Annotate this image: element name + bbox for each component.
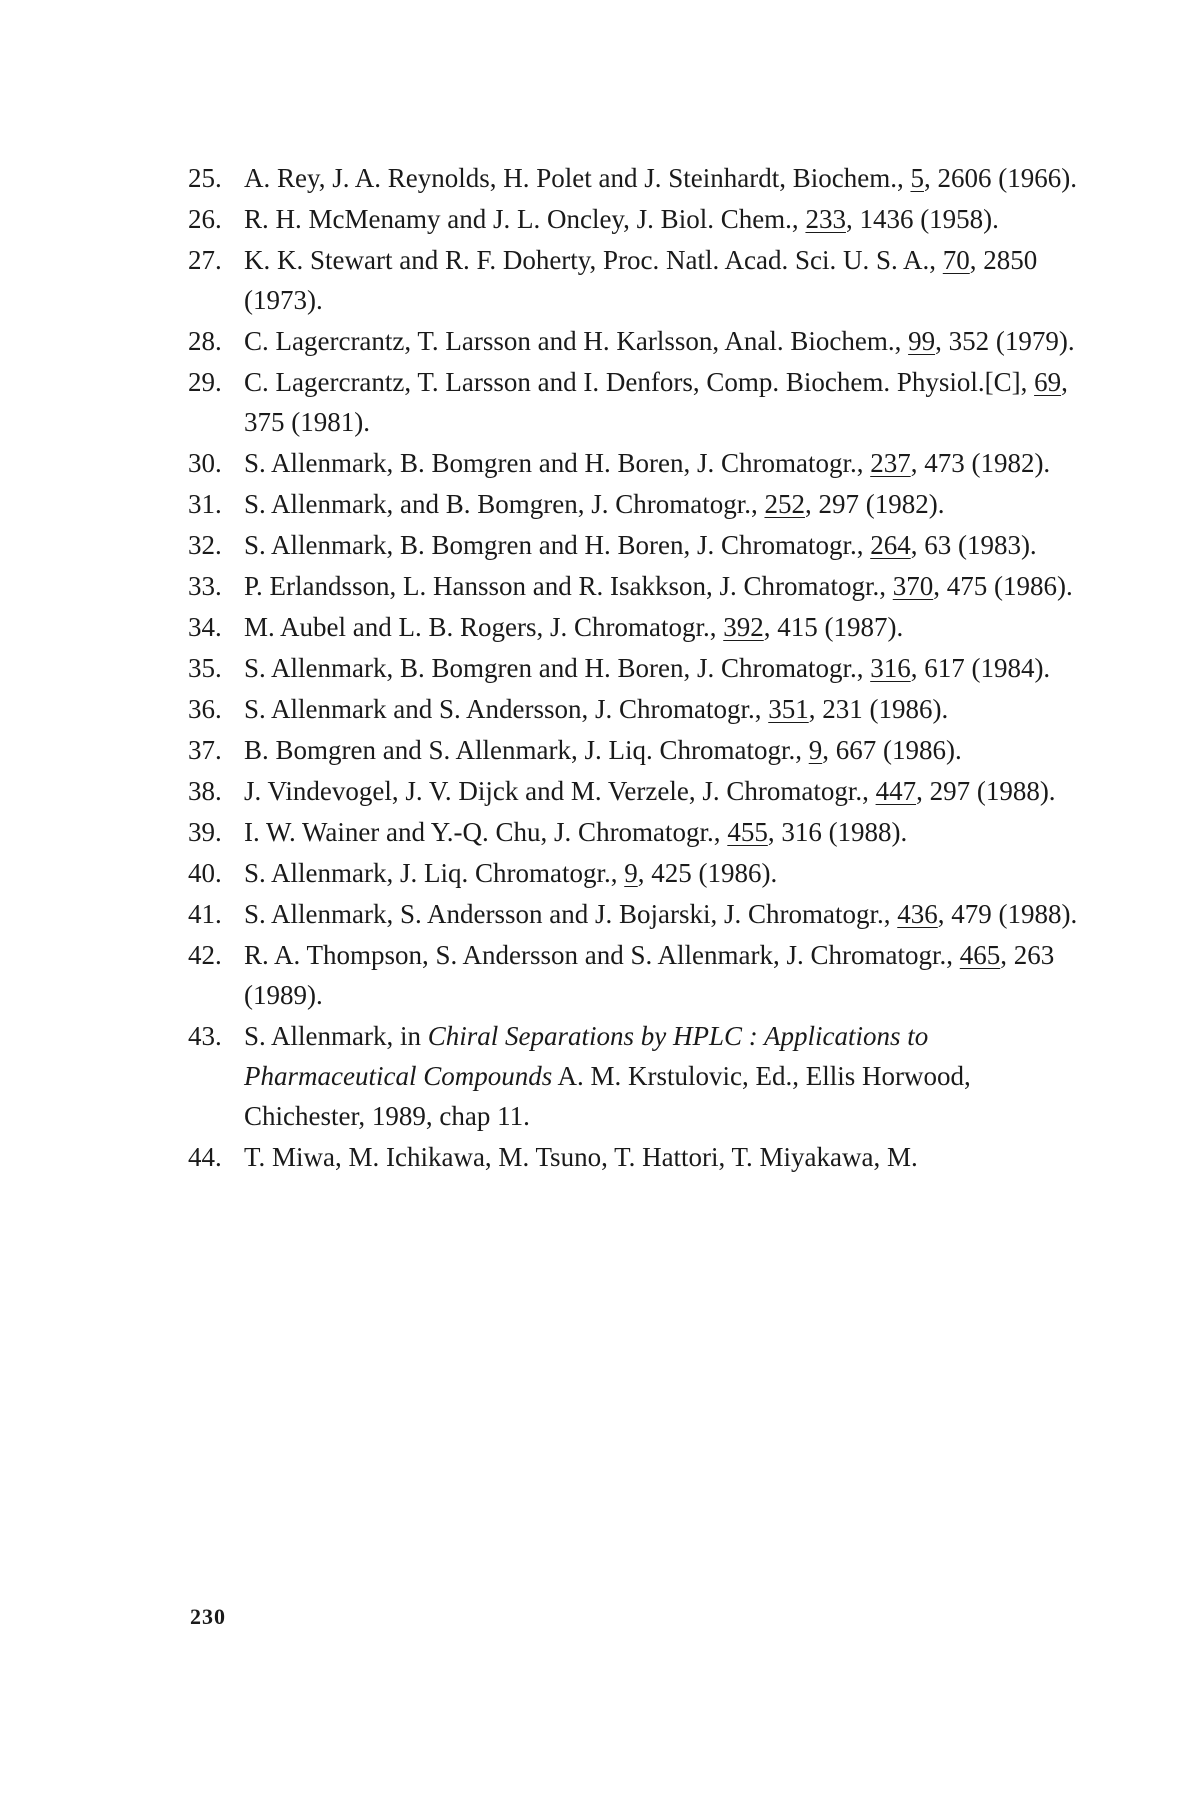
- reference-volume: 233: [805, 204, 846, 234]
- reference-citation: T. Miwa, M. Ichikawa, M. Tsuno, T. Hattori, T. Miyakawa, M.: [244, 1142, 918, 1172]
- reference-citation: S. Allenmark, B. Bomgren and H. Boren, J. Chromatogr.,: [244, 653, 871, 683]
- reference-citation: B. Bomgren and S. Allenmark, J. Liq. Chromatogr.,: [244, 735, 809, 765]
- reference-pages-year: , 1436 (1958).: [845, 204, 999, 234]
- reference-citation: C. Lagercrantz, T. Larsson and H. Karlsson, Anal. Biochem.,: [244, 326, 909, 356]
- reference-book-title: Chiral Separations by HPLC : Applications to Pharmaceutical Compounds: [244, 1021, 929, 1091]
- reference-pages-year: , 475 (1986).: [933, 571, 1073, 601]
- reference-pages-year: , 2850 (1973).: [244, 245, 1038, 315]
- reference-entry: [188, 199, 1088, 239]
- reference-entry: [188, 648, 1088, 688]
- reference-list: [188, 158, 1088, 1178]
- reference-citation: M. Aubel and L. B. Rogers, J. Chromatogr.,: [244, 612, 724, 642]
- reference-entry: [188, 730, 1088, 770]
- reference-number: 27.: [188, 245, 222, 275]
- reference-number: 37.: [188, 735, 222, 765]
- reference-number: 30.: [188, 448, 222, 478]
- reference-volume: 316: [870, 653, 911, 683]
- reference-citation: R. A. Thompson, S. Andersson and S. Allenmark, J. Chromatogr.,: [244, 940, 960, 970]
- reference-pages-year: , 667 (1986).: [822, 735, 962, 765]
- reference-number: 43.: [188, 1021, 222, 1051]
- reference-number: 33.: [188, 571, 222, 601]
- reference-entry: [188, 484, 1088, 524]
- reference-citation: J. Vindevogel, J. V. Dijck and M. Verzele, J. Chromatogr.,: [244, 776, 876, 806]
- reference-entry: [188, 1016, 1088, 1136]
- reference-volume: 99: [908, 326, 936, 356]
- reference-pages-year: , 2606 (1966).: [923, 163, 1077, 193]
- reference-text: [244, 240, 1088, 320]
- reference-entry: [188, 240, 1088, 320]
- reference-number: 26.: [188, 204, 222, 234]
- reference-volume: 237: [870, 448, 911, 478]
- reference-pages-year: , 316 (1988).: [767, 817, 908, 847]
- reference-citation: I. W. Wainer and Y.-Q. Chu, J. Chromatogr.,: [244, 817, 728, 847]
- reference-number: 35.: [188, 653, 222, 683]
- reference-citation: S. Allenmark, B. Bomgren and H. Boren, J. Chromatogr.,: [244, 448, 871, 478]
- reference-text: [244, 525, 1088, 565]
- reference-volume: 69: [1034, 367, 1062, 397]
- reference-pages-year: A. M. Krstulovic, Ed., Ellis Horwood, Chichester, 1989, chap 11.: [244, 1061, 971, 1131]
- reference-citation: C. Lagercrantz, T. Larsson and I. Denfors, Comp. Biochem. Physiol.[C],: [244, 367, 1035, 397]
- reference-number: 29.: [188, 367, 222, 397]
- reference-volume: 436: [897, 899, 938, 929]
- reference-text: [244, 853, 1088, 893]
- reference-text: [244, 1137, 1088, 1177]
- reference-citation: S. Allenmark, S. Andersson and J. Bojarski, J. Chromatogr.,: [244, 899, 898, 929]
- reference-citation: A. Rey, J. A. Reynolds, H. Polet and J. Steinhardt, Biochem.,: [244, 163, 911, 193]
- reference-volume: 9: [808, 735, 823, 765]
- reference-volume: 5: [910, 163, 924, 193]
- reference-number: 31.: [188, 489, 222, 519]
- reference-entry: [188, 689, 1088, 729]
- reference-entry: [188, 443, 1088, 483]
- reference-pages-year: , 425 (1986).: [637, 858, 778, 888]
- reference-pages-year: , 415 (1987).: [763, 612, 904, 642]
- reference-volume: 447: [875, 776, 917, 806]
- reference-number: 28.: [188, 326, 222, 356]
- reference-entry: [188, 1137, 1088, 1177]
- reference-text: [244, 443, 1088, 483]
- reference-pages-year: , 479 (1988).: [937, 899, 1078, 929]
- reference-text: [244, 730, 1088, 770]
- reference-volume: 370: [892, 571, 934, 601]
- reference-entry: [188, 894, 1088, 934]
- reference-text: [244, 935, 1088, 1015]
- reference-volume: 392: [723, 612, 764, 642]
- reference-number: 34.: [188, 612, 222, 642]
- reference-entry: [188, 566, 1088, 606]
- reference-text: [244, 607, 1088, 647]
- reference-pages-year: , 63 (1983).: [910, 530, 1037, 560]
- reference-number: 25.: [188, 163, 222, 193]
- reference-citation: K. K. Stewart and R. F. Doherty, Proc. Natl. Acad. Sci. U. S. A.,: [244, 245, 943, 275]
- reference-volume: 252: [764, 489, 805, 519]
- reference-number: 41.: [188, 899, 222, 929]
- reference-text: [244, 566, 1088, 606]
- reference-citation: S. Allenmark, J. Liq. Chromatogr.,: [244, 858, 625, 888]
- reference-citation: S. Allenmark, B. Bomgren and H. Boren, J. Chromatogr.,: [244, 530, 871, 560]
- reference-text: [244, 1016, 1088, 1136]
- reference-entry: [188, 321, 1088, 361]
- reference-entry: [188, 812, 1088, 852]
- reference-pages-year: , 617 (1984).: [910, 653, 1051, 683]
- reference-citation: S. Allenmark, in: [244, 1021, 428, 1051]
- reference-volume: 264: [870, 530, 911, 560]
- page-number: 230: [190, 1604, 226, 1629]
- reference-number: 44.: [188, 1142, 222, 1172]
- reference-entry: [188, 607, 1088, 647]
- reference-entry: [188, 158, 1088, 198]
- reference-entry: [188, 771, 1088, 811]
- reference-volume: 465: [959, 940, 1001, 970]
- reference-text: [244, 812, 1088, 852]
- reference-text: [244, 199, 1088, 239]
- reference-volume: 9: [624, 858, 638, 888]
- reference-pages-year: , 263 (1989).: [244, 940, 1055, 1010]
- reference-text: [244, 689, 1088, 729]
- reference-pages-year: , 473 (1982).: [910, 448, 1051, 478]
- reference-number: 42.: [188, 940, 222, 970]
- reference-text: [244, 894, 1088, 934]
- reference-text: [244, 321, 1088, 361]
- reference-citation: S. Allenmark and S. Andersson, J. Chromatogr.,: [244, 694, 769, 724]
- reference-entry: [188, 525, 1088, 565]
- reference-entry: [188, 935, 1088, 1015]
- reference-text: [244, 362, 1088, 442]
- reference-pages-year: , 231 (1986).: [808, 694, 949, 724]
- reference-volume: 351: [768, 694, 809, 724]
- reference-number: 40.: [188, 858, 222, 888]
- reference-entry: [188, 853, 1088, 893]
- reference-volume: 70: [942, 245, 970, 275]
- reference-entry: [188, 362, 1088, 442]
- reference-text: [244, 484, 1088, 524]
- reference-text: [244, 158, 1088, 198]
- reference-number: 39.: [188, 817, 222, 847]
- reference-pages-year: , 375 (1981).: [244, 367, 1068, 437]
- reference-volume: 455: [727, 817, 768, 847]
- reference-text: [244, 648, 1088, 688]
- reference-pages-year: , 352 (1979).: [935, 326, 1075, 356]
- reference-number: 38.: [188, 776, 222, 806]
- reference-pages-year: , 297 (1982).: [804, 489, 945, 519]
- reference-number: 32.: [188, 530, 222, 560]
- reference-citation: P. Erlandsson, L. Hansson and R. Isakkson, J. Chromatogr.,: [244, 571, 893, 601]
- reference-text: [244, 771, 1088, 811]
- reference-pages-year: , 297 (1988).: [916, 776, 1056, 806]
- reference-citation: S. Allenmark, and B. Bomgren, J. Chromatogr.,: [244, 489, 765, 519]
- reference-number: 36.: [188, 694, 222, 724]
- reference-citation: R. H. McMenamy and J. L. Oncley, J. Biol. Chem.,: [244, 204, 806, 234]
